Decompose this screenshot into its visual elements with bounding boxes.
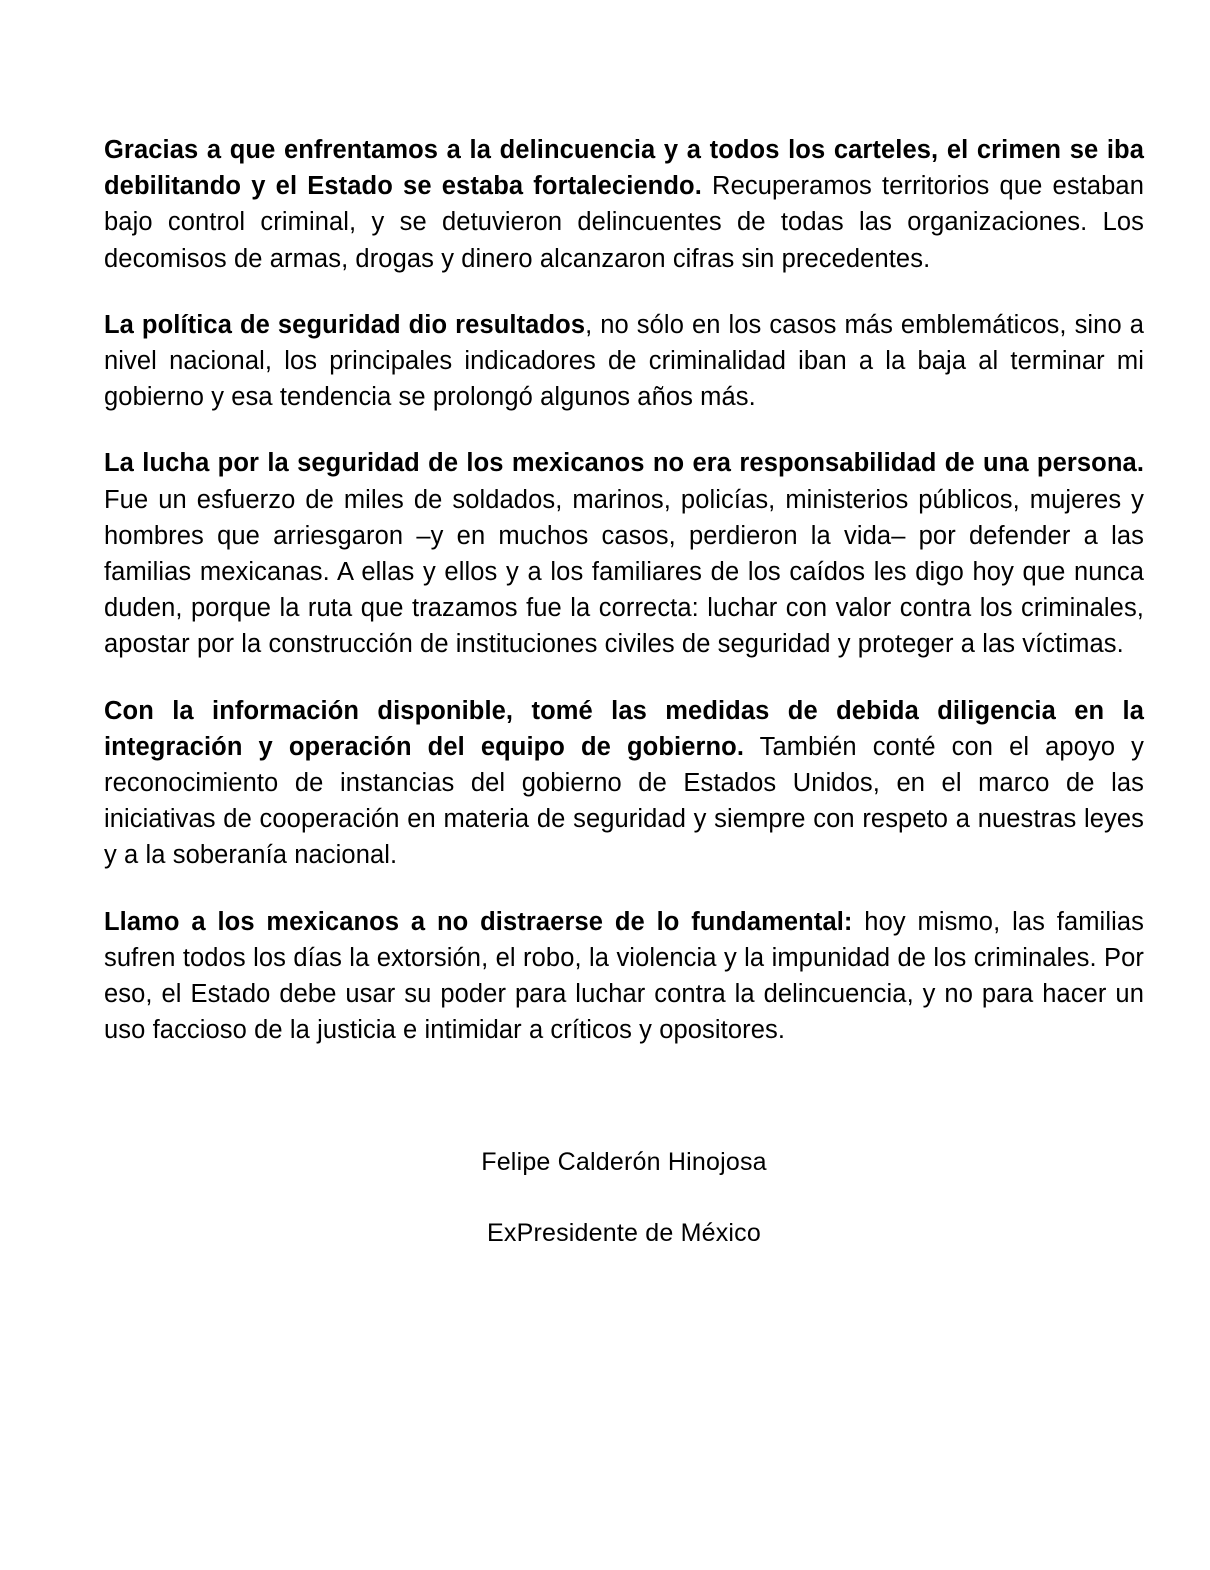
- signature-title: ExPresidente de México: [487, 1218, 761, 1247]
- paragraph-3: [104, 445, 1144, 662]
- paragraph-4-lead: Con la información disponible, tomé las medidas de debida diligencia en la integración y operación del equipo de gobierno.: [104, 696, 1144, 761]
- paragraph-2-lead: La política de seguridad dio resultados: [104, 310, 586, 339]
- document-body: [104, 132, 1144, 1251]
- paragraph-3-text: Fue un esfuerzo de miles de soldados, marinos, policías, ministerios públicos, mujeres y hombres que arriesgaron –y en muchos casos, perdieron la vida– por defender a las familias mexicanas. A ellas y ellos y a los familiares de los caídos les digo hoy que nunca duden, porque la ruta que trazamos fue la correcta: luchar con valor contra los criminales, apostar por la construcción de instituciones civiles de seguridad y proteger a las víctimas.: [104, 485, 1144, 659]
- paragraph-2-text: , no sólo en los casos más emblemáticos, sino a nivel nacional, los principales indicadores de criminalidad iban a la baja al terminar mi gobierno y esa tendencia se prolongó algunos años más.: [104, 310, 1145, 412]
- paragraph-4-text: También conté con el apoyo y reconocimiento de instancias del gobierno de Estados Unidos, en el marco de las iniciativas de cooperación en materia de seguridad y siempre con respeto a nuestras leyes y a la soberanía nacional.: [104, 732, 1144, 870]
- paragraph-1-text: Recuperamos territorios que estaban bajo control criminal, y se detuvieron delincuentes de todas las organizaciones. Los decomisos de armas, drogas y dinero alcanzaron cifras sin precedentes.: [104, 172, 1144, 273]
- paragraph-1: [104, 132, 1144, 277]
- paragraph-5: [104, 904, 1144, 1049]
- paragraph-1-lead: Gracias a que enfrentamos a la delincuencia y a todos los carteles, el crimen se iba debilitando y el Estado se estaba fortaleciendo.: [104, 136, 1144, 201]
- signature-name: Felipe Calderón Hinojosa: [481, 1148, 767, 1177]
- paragraph-3-lead: La lucha por la seguridad de los mexicanos no era responsabilidad de una persona.: [104, 449, 1144, 478]
- paragraph-5-lead: Llamo a los mexicanos a no distraerse de lo fundamental:: [104, 907, 853, 936]
- signature-block: [104, 1144, 1144, 1251]
- paragraph-4: [104, 693, 1144, 874]
- paragraph-2: [104, 307, 1144, 416]
- paragraph-5-text: hoy mismo, las familias sufren todos los días la extorsión, el robo, la violencia y la impunidad de los criminales. Por eso, el Estado debe usar su poder para luchar contra la delincuencia, y no para hacer un uso faccioso de la justicia e intimidar a críticos y opositores.: [104, 907, 1144, 1045]
